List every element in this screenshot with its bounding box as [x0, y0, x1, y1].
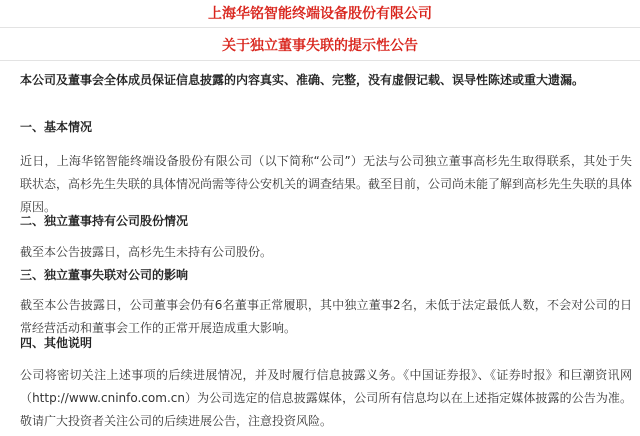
section-body-other: 公司将密切关注上述事项的后续进展情况，并及时履行信息披露义务。《中国证券报》、《证券时报》和巨潮资讯网（http://www.cninfo.com.cn）为公司选定的信息披露媒体，公司所有信息均以在上述指定媒体披露的公告为准。敬请广大投资者关注公司的后续进展公告，注意投资风险。	[20, 368, 632, 428]
section-body-impact: 截至本公告披露日，公司董事会仍有6名董事正常履职，其中独立董事2名，未低于法定最低人数，不会对公司的日常经营活动和董事会工作的正常开展造成重大影响。	[20, 298, 632, 335]
divider	[0, 60, 640, 61]
section-heading-shareholding: 二、独立董事持有公司股份情况	[20, 214, 189, 228]
section-body-shareholding: 截至本公告披露日，高杉先生未持有公司股份。	[20, 245, 273, 259]
company-title: 上海华铭智能终端设备股份有限公司	[208, 6, 432, 22]
section-heading-other: 四、其他说明	[20, 336, 93, 350]
disclosure-statement: 本公司及董事会全体成员保证信息披露的内容真实、准确、完整，没有虚假记载、误导性陈述或重大遗漏。	[20, 73, 585, 87]
section-heading-basic: 一、基本情况	[20, 120, 93, 134]
notice-title: 关于独立董事失联的提示性公告	[222, 38, 418, 54]
section-heading-impact: 三、独立董事失联对公司的影响	[20, 268, 189, 282]
divider	[0, 27, 640, 28]
section-body-basic: 近日，上海华铭智能终端设备股份有限公司（以下简称“公司”）无法与公司独立董事高杉先生取得联系，其处于失联状态，高杉先生失联的具体情况尚需等待公安机关的调查结果。截至目前，公司尚未能了解到高杉先生失联的具体原因。	[20, 154, 633, 214]
